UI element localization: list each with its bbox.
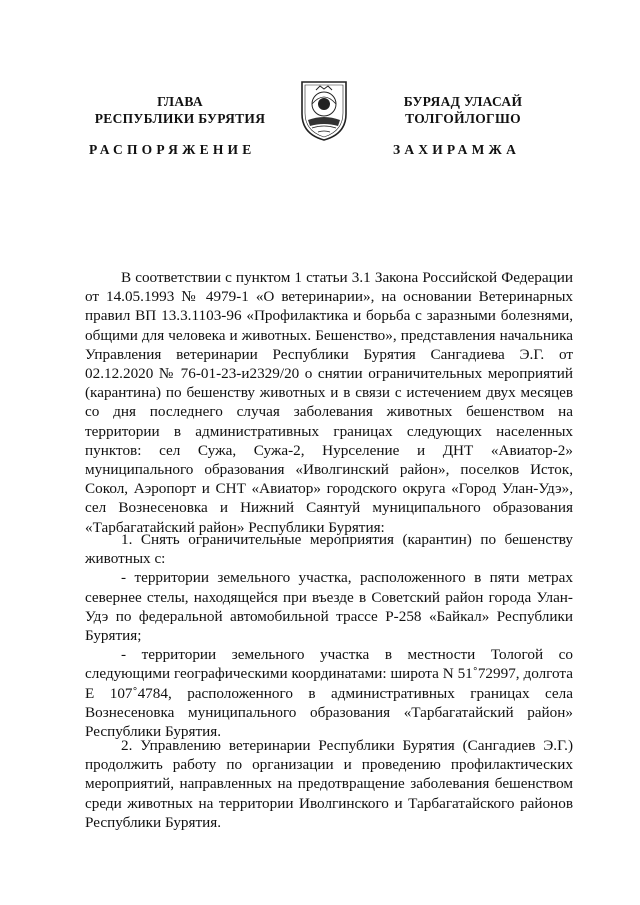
issuer-line-2: РЕСПУБЛИКИ БУРЯТИЯ — [94, 111, 266, 126]
item-2-paragraph: 2. Управлению ветеринарии Республики Бурятия (Сангадиев Э.Г.) продолжить работу по организации и проведению профилактических мероприятий, направленных на предотвращение заболевания бешенством среди животных на территории Иволгинского и Тарбагатайского районов Республики Бурятия. — [85, 737, 573, 831]
item-1-subitem-2: - территории земельного участка в местности Тологой со следующими географическими координатами: широта N 51˚72997, долгота E 107˚4784, расположенного в административных границах села Вознесеновка муниципального образования «Тарбагатайский район» Республики Бурятия. — [85, 646, 573, 741]
issuer-line-1-bua: БУРЯАД УЛАСАЙ — [403, 94, 523, 109]
document-type-bua: ЗАХИРАМЖА — [393, 142, 521, 157]
item-1-subitem-1: - территории земельного участка, расположенного в пяти метрах севернее стелы, находящейся при въезде в Советский район города Улан-Удэ по федеральной автомобильной трассе Р-258 «Байкал» Республики Бурятия; — [85, 569, 573, 645]
document-type-ru: РАСПОРЯЖЕНИЕ — [89, 142, 256, 157]
item-1-lead: 1. Снять ограничительные мероприятия (карантин) по бешенству животных с: — [85, 531, 573, 568]
issuer-line-1: ГЛАВА — [157, 94, 203, 109]
issuer-line-2-bua: ТОЛГОЙЛОГШО — [405, 111, 521, 126]
issuer-title-bua — [368, 93, 558, 127]
item-2 — [85, 736, 573, 832]
item-1 — [85, 530, 573, 741]
preamble-paragraph: В соответствии с пунктом 1 статьи 3.1 Закона Российской Федерации от 14.05.1993 № 4979-1 «О ветеринарии», на основании Ветеринарных правил ВП 13.3.1103-96 «Профилактика и борьба с заразными болезнями, общими для человека и животных. Бешенство», представления начальника Управления ветеринарии Республики Бурятия Сангадиева Э.Г. от 02.12.2020 № 76-01-23-и2329/20 о снятии ограничительных мероприятий (карантина) по бешенству животных и в связи с истечением двух месяцев со дня последнего случая заболевания животных бешенством на территории в административных границах следующих населенных пунктов: сел Сужа, Сужа-2, Нурселение и ДНТ «Авиатор-2» муниципального образования «Иволгинский район», поселков Исток, Сокол, Аэропорт и СНТ «Авиатор» городского округа «Город Улан-Удэ», сел Вознесеновка и Нижний Саянтуй муниципального образования «Тарбагатайский район» Республики Бурятия: — [85, 269, 573, 536]
coat-of-arms-icon — [298, 76, 350, 142]
issuer-title-ru — [80, 93, 280, 127]
preamble — [85, 268, 573, 537]
